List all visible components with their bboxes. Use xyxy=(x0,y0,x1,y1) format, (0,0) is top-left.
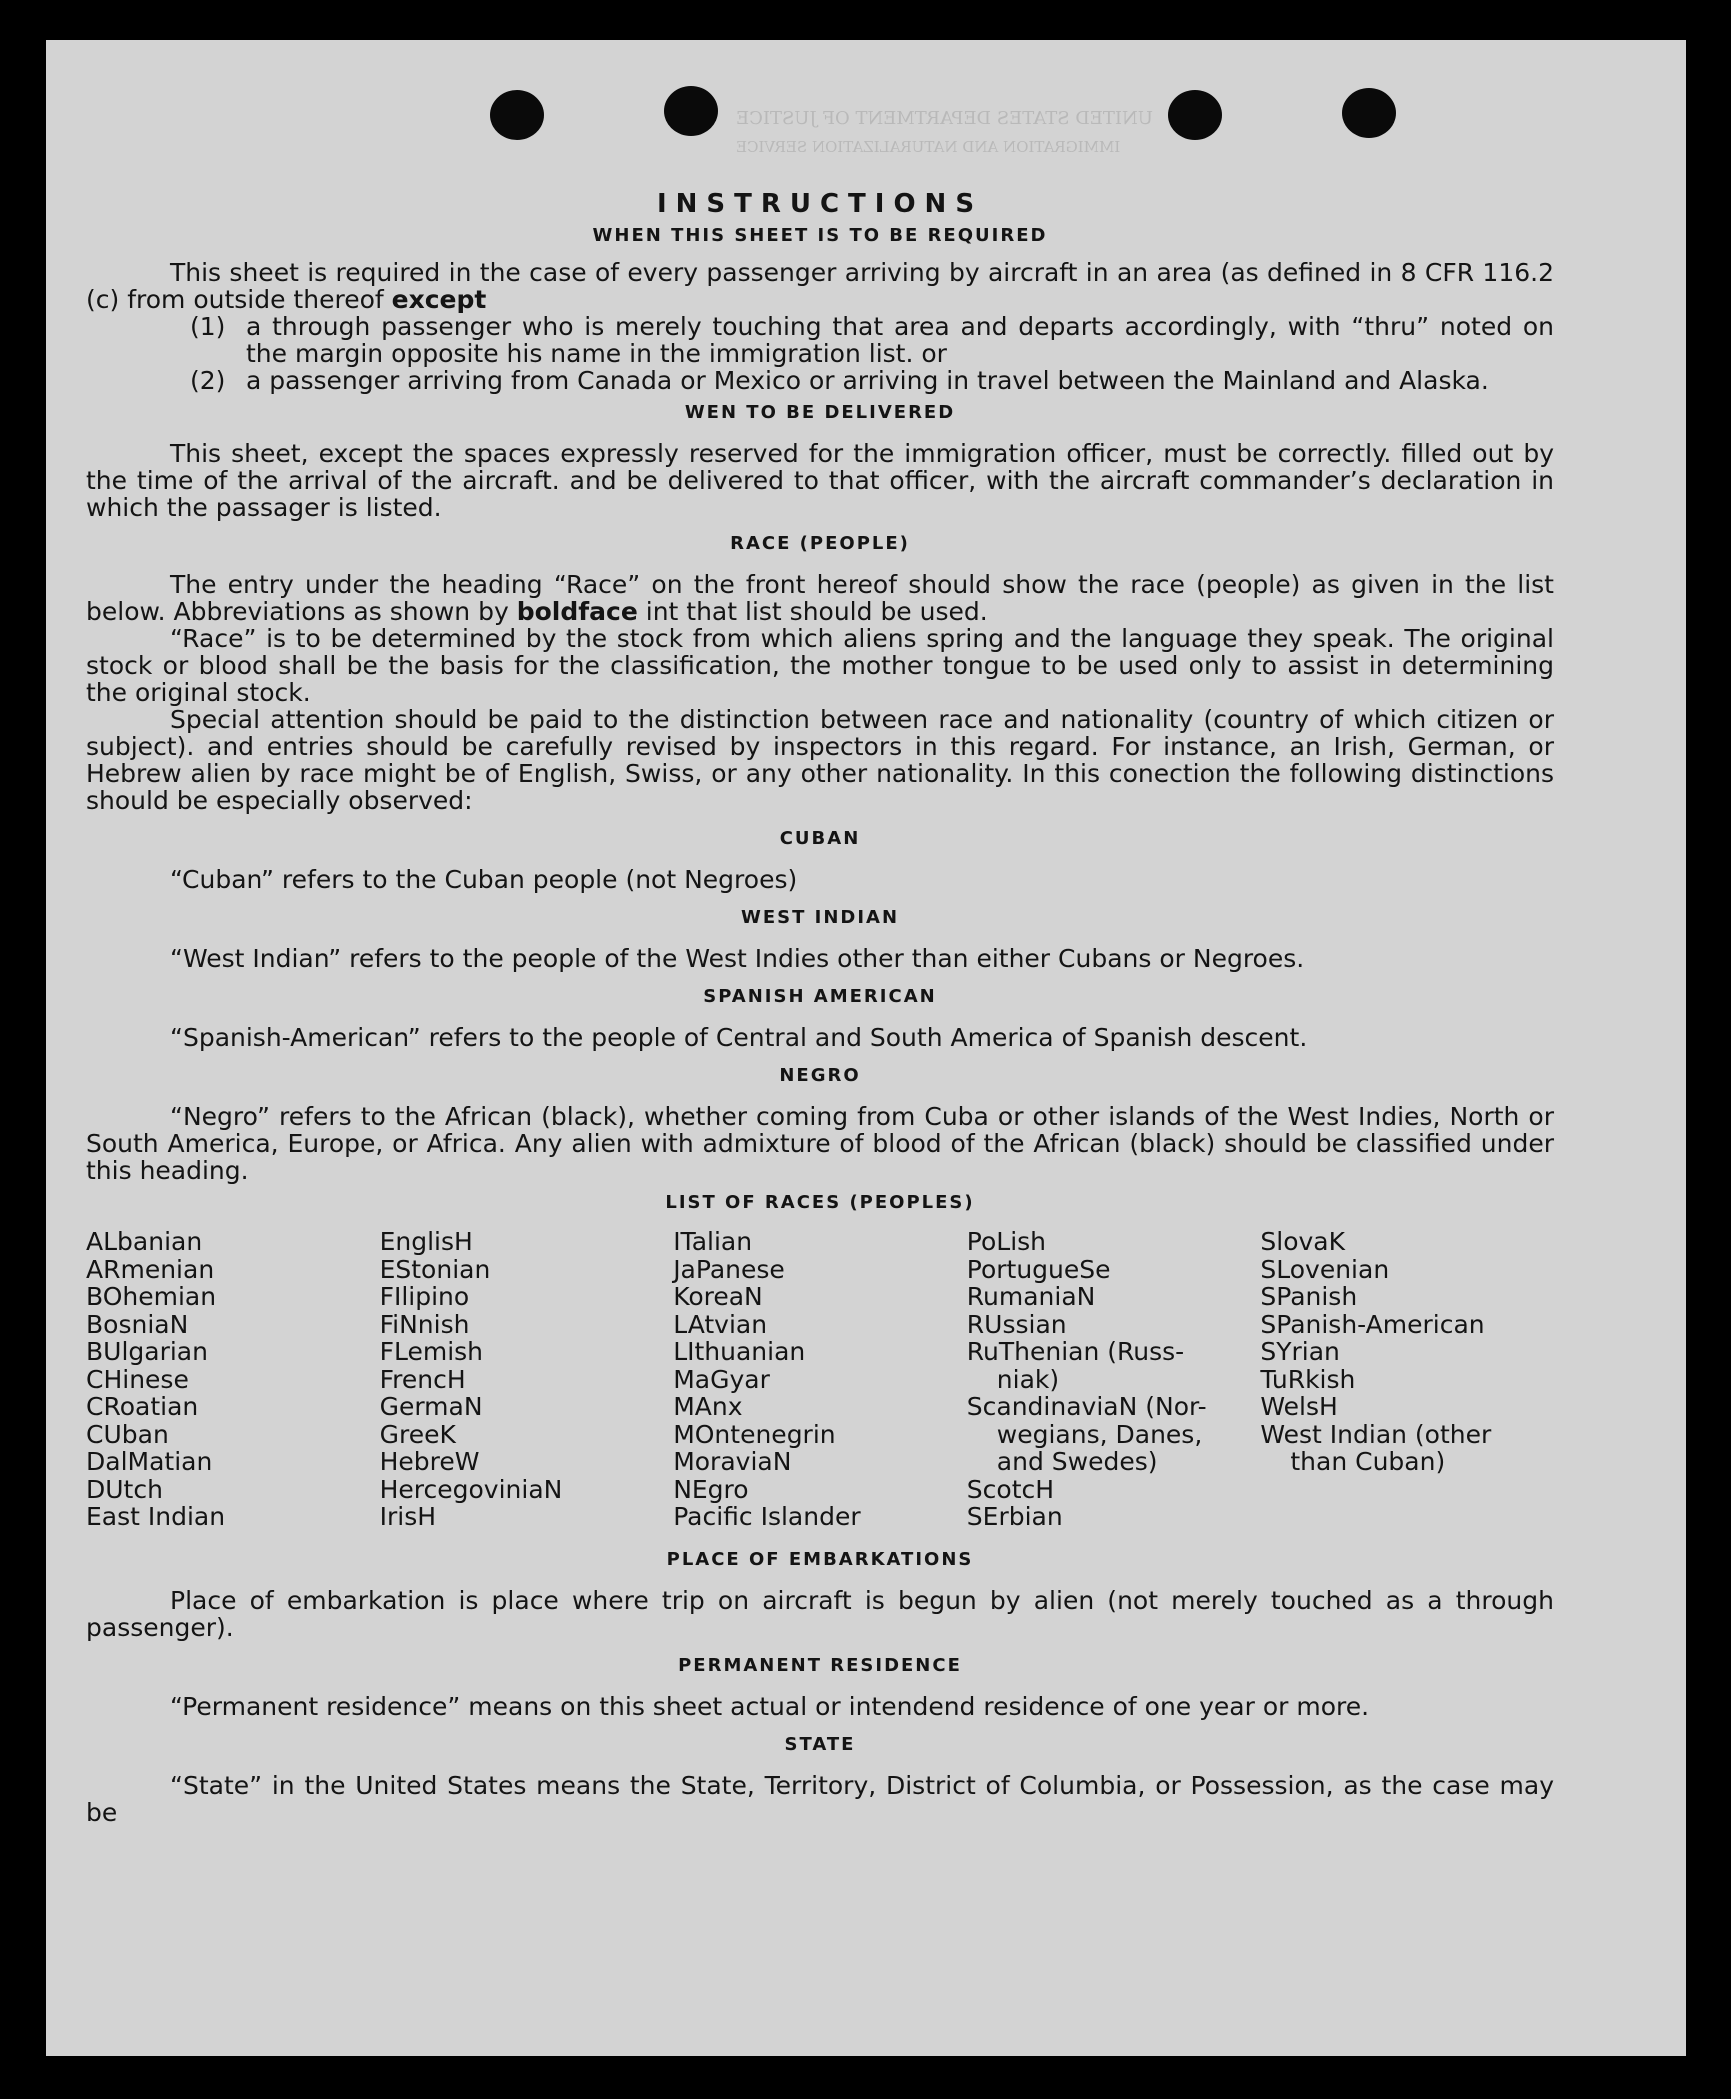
race-column-2 xyxy=(380,1228,674,1531)
list-item: IrisH xyxy=(379,1502,437,1531)
document-sheet xyxy=(46,40,1686,2056)
bleed-through-line-2: IMMIGRATION AND NATURALIZATION SERVICE xyxy=(736,138,1121,156)
list-item: FLemish xyxy=(379,1337,484,1366)
heading-when-delivered: WEN TO BE DELIVERED xyxy=(684,402,956,423)
punch-hole-2 xyxy=(664,86,718,136)
list-item: SPanish xyxy=(1260,1282,1358,1311)
list-item: SlovaK xyxy=(1260,1227,1345,1256)
list-item: EStonian xyxy=(379,1254,491,1284)
race-column-4 xyxy=(967,1228,1261,1531)
list-item: ScandinaviaN (Nor- xyxy=(966,1392,1207,1421)
list-item: LIthuanian xyxy=(673,1337,806,1366)
list-item: LAtvian xyxy=(673,1309,768,1339)
instructions-body xyxy=(86,185,1554,1826)
heading-list-of-races: LIST OF RACES (PEOPLES) xyxy=(665,1192,975,1213)
list-item: SYrian xyxy=(1260,1337,1340,1366)
paragraph-cuban: “Cuban” refers to the Cuban people (not Negroes) xyxy=(170,865,798,894)
race-column-5 xyxy=(1260,1228,1554,1531)
paragraph-state: “State” in the United States means the State, Territory, District of Columbia, or Possession, as the case may be xyxy=(86,1770,1554,1827)
list-item: NEgro xyxy=(673,1474,749,1504)
paragraph-race-1: The entry under the heading “Race” on the front hereof should show the race (people) as given in the list below. Abbreviations as shown by boldface int that list should be used. xyxy=(86,570,1554,626)
list-item: BOhemian xyxy=(86,1282,217,1311)
heading-cuban: CUBAN xyxy=(779,828,861,849)
paragraph-negro: “Negro” refers to the African (black), whether coming from Cuba or other islands of the West Indies, North or South America, Europe, or Africa. Any alien with admixture of blood of the African (black) should be classified under this heading. xyxy=(86,1102,1554,1185)
list-item: CRoatian xyxy=(86,1392,199,1421)
list-item: GermaN xyxy=(379,1392,483,1421)
list-item: FIlipino xyxy=(379,1282,470,1311)
punch-hole-3 xyxy=(1168,90,1222,140)
list-item: DUtch xyxy=(86,1474,163,1504)
bleed-through-line-1: UNITED STATES DEPARTMENT OF JUSTICE xyxy=(736,108,1153,129)
list-item: RuThenian (Russ- xyxy=(966,1337,1185,1366)
heading-race: RACE (PEOPLE) xyxy=(730,533,910,554)
list-item: BUlgarian xyxy=(86,1337,208,1366)
paragraph-race-2: “Race” is to be determined by the stock from which aliens spring and the language they speak. The original stock or blood shall be the basis for the classification, the mother tongue to be used only to assist in determining the original stock. xyxy=(86,624,1554,707)
list-item: SLovenian xyxy=(1260,1254,1390,1284)
list-item: PortugueSe xyxy=(966,1254,1111,1284)
list-item: HebreW xyxy=(379,1447,480,1476)
paragraph-permanent-residence: “Permanent residence” means on this sheet actual or intendend residence of one year or more. xyxy=(170,1691,1370,1721)
list-item: CHinese xyxy=(86,1364,189,1394)
heading-west-indian: WEST INDIAN xyxy=(740,907,900,928)
paragraph-race-3: Special attention should be paid to the distinction between race and nationality (country of which citizen or subject). and entries should be carefully revised by inspectors in this regard. For instance, an Irish, German, or Hebrew alien by race might be of English, Swiss, or any other nationality. In this conection the following distinctions should be especially observed: xyxy=(86,705,1554,815)
page-title: INSTRUCTIONS xyxy=(656,189,984,219)
list-item: FrencH xyxy=(379,1364,466,1394)
race-column-1 xyxy=(86,1228,380,1531)
list-item: WelsH xyxy=(1260,1392,1338,1421)
list-item: (1) a through passenger who is merely touching that area and departs accordingly, with “thru” noted on the margin opposite his name in the immigration list. or xyxy=(190,312,1554,368)
list-item: East Indian xyxy=(86,1502,226,1531)
heading-permanent-residence: PERMANENT RESIDENCE xyxy=(678,1654,962,1676)
list-item: than Cuban) xyxy=(1290,1447,1446,1476)
list-item: PoLish xyxy=(966,1227,1047,1256)
list-item: RumaniaN xyxy=(966,1282,1096,1311)
list-item: MaGyar xyxy=(673,1364,770,1394)
heading-state: STATE xyxy=(784,1733,856,1755)
list-item: GreeK xyxy=(379,1419,456,1449)
race-column-3 xyxy=(673,1228,967,1531)
list-item: MAnx xyxy=(673,1392,743,1421)
list-item: RUssian xyxy=(966,1309,1067,1339)
list-item: TuRkish xyxy=(1260,1364,1356,1394)
list-item: CUban xyxy=(86,1419,169,1449)
paragraph-embarkation: Place of embarkation is place where trip on aircraft is begun by alien (not merely touched as a through passenger). xyxy=(86,1585,1554,1642)
list-item: MoraviaN xyxy=(673,1447,792,1476)
list-item: HercegoviniaN xyxy=(379,1474,563,1504)
race-list xyxy=(86,1228,1554,1531)
heading-spanish-american: SPANISH AMERICAN xyxy=(703,986,937,1007)
list-item: (2) a passenger arriving from Canada or Mexico or arriving in travel between the Mainland and Alaska. xyxy=(190,366,1489,395)
paragraph-when-required: This sheet is required in the case of every passenger arriving by aircraft in an area (as defined in 8 CFR 116.2 (c) from outside thereof except xyxy=(86,258,1554,314)
punch-hole-4 xyxy=(1342,88,1396,138)
list-item: BosniaN xyxy=(86,1309,189,1339)
list-item: ALbanian xyxy=(86,1227,203,1256)
list-item: EnglisH xyxy=(379,1227,473,1256)
paragraph-spanish-american: “Spanish-American” refers to the people of Central and South America of Spanish descent. xyxy=(170,1023,1308,1052)
list-item: SPanish-American xyxy=(1260,1309,1485,1339)
list-item: KoreaN xyxy=(673,1282,763,1311)
punch-hole-1 xyxy=(490,90,544,140)
list-item: ScotcH xyxy=(966,1474,1055,1504)
list-item: ARmenian xyxy=(86,1254,215,1284)
heading-when-required: WHEN THIS SHEET IS TO BE REQUIRED xyxy=(592,225,1048,246)
list-item: and Swedes) xyxy=(996,1447,1158,1476)
list-item: niak) xyxy=(996,1364,1060,1394)
heading-embarkation: PLACE OF EMBARKATIONS xyxy=(666,1548,974,1570)
list-item: ITalian xyxy=(673,1227,753,1256)
list-item: MOntenegrin xyxy=(673,1419,836,1449)
list-item: SErbian xyxy=(966,1502,1063,1531)
heading-negro: NEGRO xyxy=(779,1065,861,1086)
paragraph-when-delivered: This sheet, except the spaces expressly reserved for the immigration officer, must be correctly. filled out by the time of the arrival of the aircraft. and be delivered to that officer, with the aircraft commander’s declaration in which the passager is listed. xyxy=(86,439,1554,522)
paragraph-west-indian: “West Indian” refers to the people of the West Indies other than either Cubans or Negroes. xyxy=(170,944,1305,973)
list-item: FiNnish xyxy=(379,1309,470,1339)
list-item: JaPanese xyxy=(673,1254,785,1284)
list-item: wegians, Danes, xyxy=(996,1419,1203,1449)
list-item: DalMatian xyxy=(86,1447,213,1476)
list-item: West Indian (other xyxy=(1260,1419,1492,1449)
list-item: Pacific Islander xyxy=(673,1502,861,1531)
